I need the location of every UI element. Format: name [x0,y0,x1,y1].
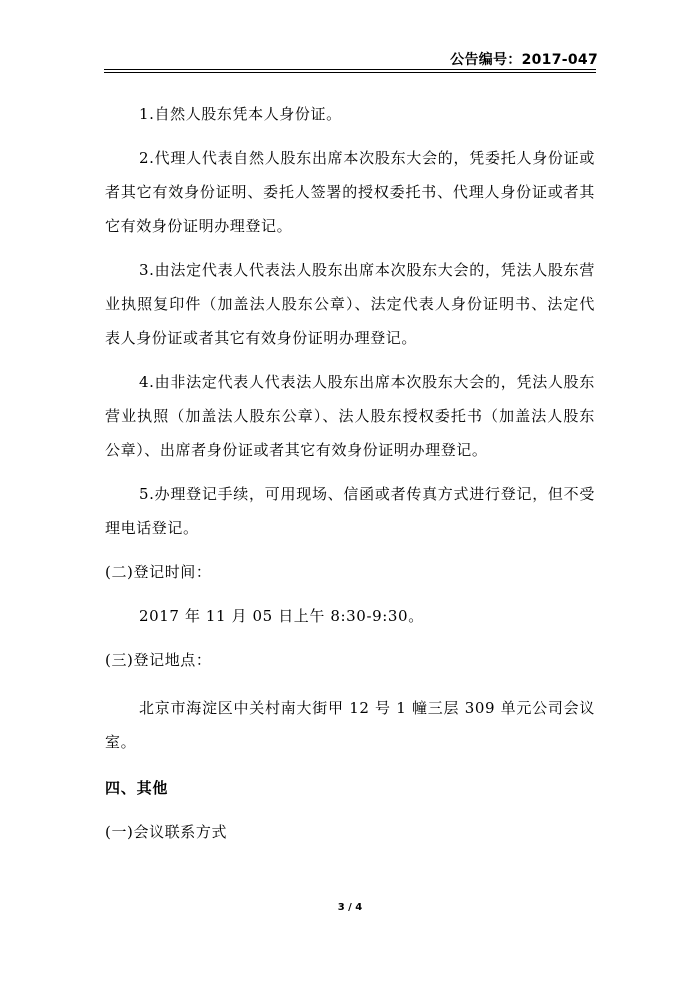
document-body [105,97,595,849]
registration-time-value: 2017 年 11 月 05 日上午 8:30-9:30。 [139,607,424,625]
registration-item-4: 4.由非法定代表人代表法人股东出席本次股东大会的，凭法人股东营业执照（加盖法人股东公章）、法人股东授权委托书（加盖法人股东公章）、出席者身份证或者其它有效身份证明办理登记。 [105,373,595,459]
page-number: 3 / 4 [337,902,363,913]
registration-place-label: (三)登记地点： [105,651,212,669]
contact-subsection-heading: (一)会议联系方式 [105,823,228,841]
notice-number: 公告编号：2017-047 [450,52,598,68]
registration-item-5: 5.办理登记手续，可用现场、信函或者传真方式进行登记，但不受理电话登记。 [105,485,595,537]
registration-time-label: (二)登记时间： [105,563,212,581]
registration-item-2: 2.代理人代表自然人股东出席本次股东大会的，凭委托人身份证或者其它有效身份证明、委托人签署的授权委托书、代理人身份证或者其它有效身份证明办理登记。 [105,149,595,235]
header-divider-bottom [104,72,596,73]
registration-item-3: 3.由法定代表人代表法人股东出席本次股东大会的，凭法人股东营业执照复印件（加盖法人股东公章）、法定代表人身份证明书、法定代表人身份证或者其它有效身份证明办理登记。 [105,261,595,347]
registration-place-value: 北京市海淀区中关村南大街甲 12 号 1 幢三层 309 单元公司会议室。 [105,699,595,751]
section-four-heading: 四、其他 [105,779,169,797]
registration-item-1: 1.自然人股东凭本人身份证。 [139,105,342,123]
header-divider-top [104,69,596,70]
